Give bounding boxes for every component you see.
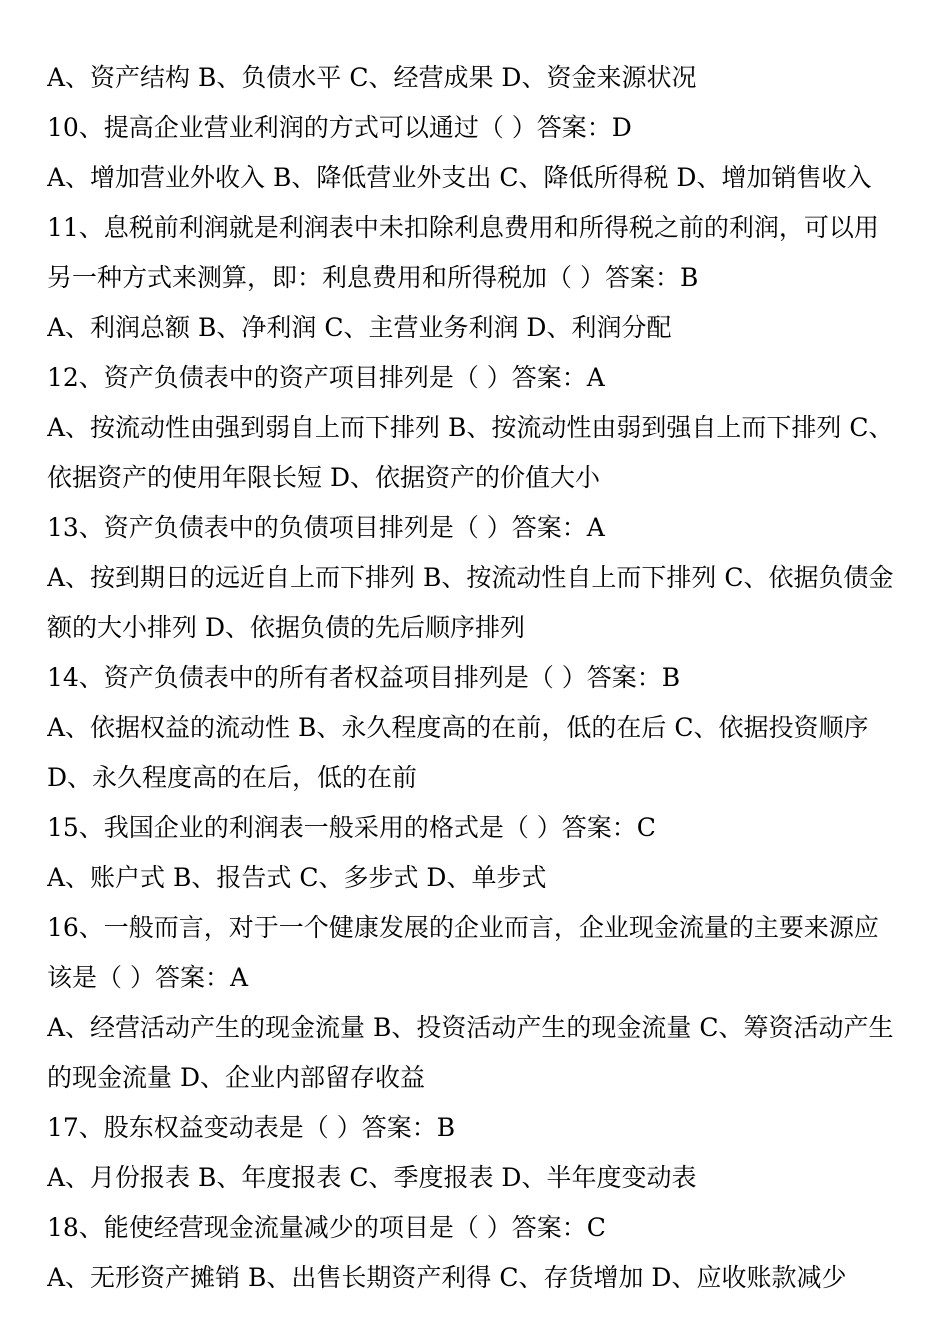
option-line: A、依据权益的流动性 B、永久程度高的在前，低的在后 C、依据投资顺序 xyxy=(47,713,869,742)
option-line: A、按流动性由强到弱自上而下排列 B、按流动性由弱到强自上而下排列 C、 xyxy=(47,413,894,442)
option-line: A、经营活动产生的现金流量 B、投资活动产生的现金流量 C、筹资活动产生 xyxy=(47,1013,894,1042)
question-line: 11、息税前利润就是利润表中未扣除利息费用和所得税之前的利润，可以用 xyxy=(47,213,879,242)
question-line: 该是（ ）答案：A xyxy=(47,963,249,992)
option-line: A、无形资产摊销 B、出售长期资产利得 C、存货增加 D、应收账款减少 xyxy=(47,1263,847,1292)
document-page xyxy=(47,53,907,1303)
option-line: A、账户式 B、报告式 C、多步式 D、单步式 xyxy=(47,863,547,892)
question-line: 15、我国企业的利润表一般采用的格式是（ ）答案：C xyxy=(47,813,656,842)
option-line: A、资产结构 B、负债水平 C、经营成果 D、资金来源状况 xyxy=(47,63,697,92)
option-line: A、月份报表 B、年度报表 C、季度报表 D、半年度变动表 xyxy=(47,1163,697,1192)
question-line: 13、资产负债表中的负债项目排列是（ ）答案：A xyxy=(47,513,605,542)
option-line: 的现金流量 D、企业内部留存收益 xyxy=(47,1063,425,1092)
question-line: 14、资产负债表中的所有者权益项目排列是（ ）答案：B xyxy=(47,663,681,692)
option-line: A、按到期日的远近自上而下排列 B、按流动性自上而下排列 C、依据负债金 xyxy=(47,563,894,592)
question-line: 18、能使经营现金流量减少的项目是（ ）答案：C xyxy=(47,1213,606,1242)
question-line: 16、一般而言，对于一个健康发展的企业而言，企业现金流量的主要来源应 xyxy=(47,913,879,942)
option-line: 额的大小排列 D、依据负债的先后顺序排列 xyxy=(47,613,525,642)
option-line: 依据资产的使用年限长短 D、依据资产的价值大小 xyxy=(47,463,600,492)
option-line: D、永久程度高的在后，低的在前 xyxy=(47,763,418,792)
question-line: 10、提高企业营业利润的方式可以通过（ ）答案：D xyxy=(47,113,632,142)
question-line: 12、资产负债表中的资产项目排列是（ ）答案：A xyxy=(47,363,605,392)
question-line: 17、股东权益变动表是（ ）答案：B xyxy=(47,1113,456,1142)
question-line: 另一种方式来测算，即：利息费用和所得税加（ ）答案：B xyxy=(47,263,699,292)
option-line: A、增加营业外收入 B、降低营业外支出 C、降低所得税 D、增加销售收入 xyxy=(47,163,872,192)
option-line: A、利润总额 B、净利润 C、主营业务利润 D、利润分配 xyxy=(47,313,672,342)
